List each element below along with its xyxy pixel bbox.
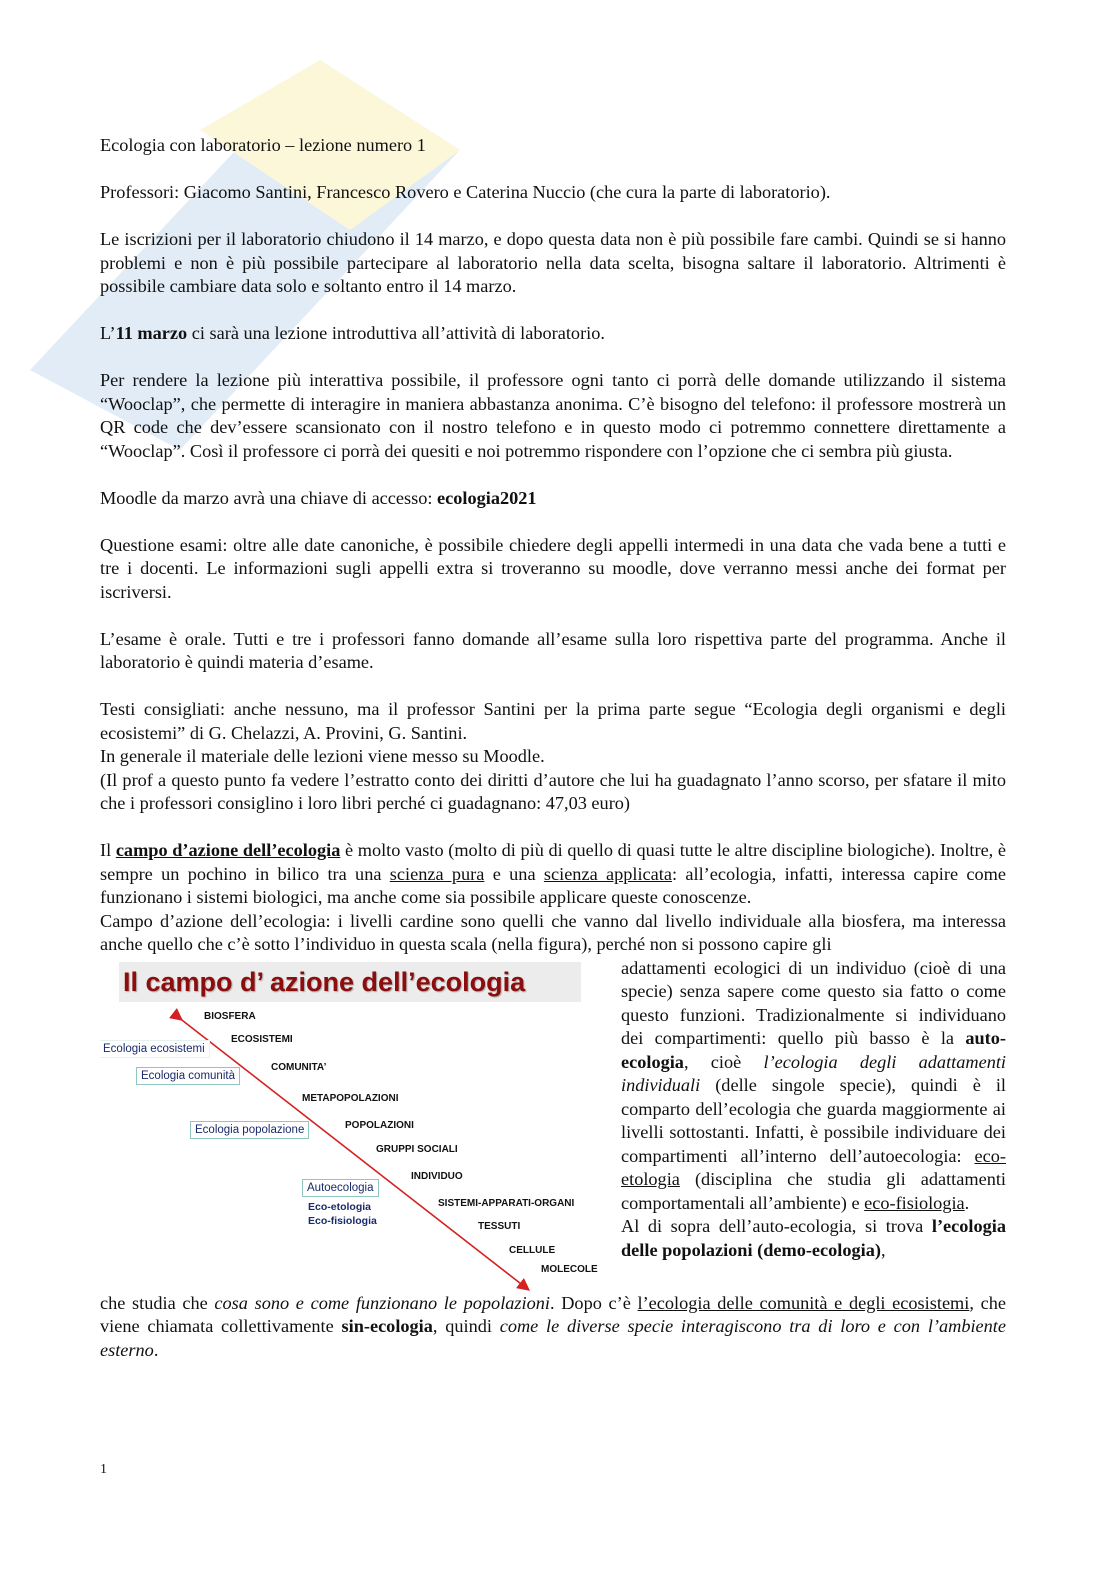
level-label: GRUPPI SOCIALI (376, 1143, 458, 1155)
document-body (100, 134, 1006, 1362)
paragraph-materiale: In generale il materiale delle lezioni viene messo su Moodle. (100, 746, 545, 766)
paragraph-moodle: Moodle da marzo avrà una chiave di accesso: ecologia2021 (100, 487, 537, 508)
paragraph-campo: Il campo d’azione dell’ecologia è molto vasto (molto di più di quello di quasi tutte le altre discipline biologiche). Inoltre, è sempre un pochino in bilico tra una scienza pura e una scienza applicata: all’ecologia, infatti, interessa capire come funzionano i sistemi biologici, ma anche come sia possibile applicare queste conoscenze. (100, 840, 1006, 907)
discipline-box: Autoecologia (302, 1179, 379, 1197)
level-label: CELLULE (509, 1244, 556, 1256)
level-label: COMUNITA’ (271, 1061, 327, 1073)
level-label: METAPOPOLAZIONI (302, 1092, 399, 1104)
ecology-levels-figure (100, 957, 601, 1292)
level-label: BIOSFERA (204, 1010, 256, 1022)
paragraph-prof: (Il prof a questo punto fa vedere l’estratto conto dei diritti d’autore che lui ha guadagnato l’anno scorso, per sfatare il mito che i professori consiglino i loro libri perché ci guadagnano: 47,03 euro) (100, 769, 1006, 813)
subdiscipline-label: Eco-etologia (308, 1200, 372, 1213)
paragraph-orale: L’esame è orale. Tutti e tre i professori fanno domande all’esame sulla loro rispettiva parte del programma. Anche il laboratorio è quindi materia d’esame. (100, 628, 1006, 672)
figure-section (100, 957, 1006, 1292)
level-label: TESSUTI (478, 1220, 521, 1232)
level-label: ECOSISTEMI (231, 1033, 293, 1045)
level-label: SISTEMI-APPARATI-ORGANI (438, 1197, 575, 1209)
paragraph-iscrizioni: Le iscrizioni per il laboratorio chiudono il 14 marzo, e dopo questa data non è più possibile fare cambi. Quindi se si hanno problemi e non è più possibile partecipare al laboratorio nella data scelta, bisogna saltare il laboratorio. Altrimenti è possibile cambiare data solo e soltanto entro il 14 marzo. (100, 229, 1006, 296)
paragraph-testi: Testi consigliati: anche nessuno, ma il professor Santini per la prima parte segue “Ecologia degli organismi e degli ecosistemi” di G. Chelazzi, A. Provini, G. Santini. (100, 699, 1006, 743)
paragraph-wooclap: Per rendere la lezione più interattiva possibile, il professore ogni tanto ci porrà delle domande utilizzando il sistema “Wooclap”, che permette di interagire in maniera abbastanza anonima. C’è bisogno del telefono: il professore mostrerà un QR code che dev’essere scansionato con il nostro telefono e in questo modo ci potremmo connettere direttamente a “Wooclap”. Così il professore ci porrà dei quesiti e noi potremmo rispondere con l’opzione che ci sembra più giusta. (100, 370, 1006, 461)
page-number: 1 (100, 1462, 107, 1477)
discipline-box: Ecologia ecosistemi (100, 1040, 210, 1058)
paragraph-esami: Questione esami: oltre alle date canoniche, è possibile chiedere degli appelli intermedi in una data che vada bene a tutti e tre i docenti. Le informazioni sugli appelli extra si troveranno su moodle, dove verranno messi anche dei format per iscriversi. (100, 534, 1006, 602)
level-label: POPOLAZIONI (345, 1119, 414, 1131)
discipline-box: Ecologia popolazione (190, 1121, 309, 1139)
discipline-box: Ecologia comunità (136, 1067, 240, 1085)
doc-title: Ecologia con laboratorio – lezione numero 1 (100, 135, 426, 155)
paragraph-sinecologia: che studia che cosa sono e come funzionano le popolazioni. Dopo c’è l’ecologia delle comunità e degli ecosistemi, che viene chiamata collettivamente sin-ecologia, quindi come le diverse specie interagiscono tra di loro e con l’ambiente esterno. (100, 1292, 1006, 1360)
level-label: MOLECOLE (541, 1263, 598, 1275)
paragraph-campo-2: Campo d’azione dell’ecologia: i livelli cardine sono quelli che vanno dal livello individuale alla biosfera, ma interessa anche quello che c’è sotto l’individuo in questa scala (nella figura), perché non si possono capire gli (100, 910, 1006, 954)
professors: Professori: Giacomo Santini, Francesco Rovero e Caterina Nuccio (che cura la parte di laboratorio). (100, 182, 831, 202)
subdiscipline-label: Eco-fisiologia (308, 1214, 377, 1227)
figure-title: Il campo d’ azione dell’ecologia (119, 962, 581, 1002)
level-label: INDIVIDUO (411, 1170, 463, 1182)
paragraph-marzo: L’11 marzo ci sarà una lezione introduttiva all’attività di laboratorio. (100, 323, 605, 343)
paragraph-autoecologia: adattamenti ecologici di un individuo (cioè di una specie) senza sapere come questo sia fatto o come questo funzioni. Tradizionalmente si individuano dei compartimenti: quello più basso è la auto-ecologia, cioè l’ecologia degli adattamenti individuali (delle singole specie), quindi è il comparto dell’ecologia che guarda maggiormente ai livelli sottostanti. Infatti, è possibile individuare dei compartimenti all’interno dell’autoecologia: eco-etologia (disciplina che studia gli adattamenti comportamentali all’ambiente) e eco-fisiologia. Al di sopra dell’auto-ecologia, si trova l’ecologia delle popolazioni (demo-ecologia), (621, 957, 1006, 1260)
